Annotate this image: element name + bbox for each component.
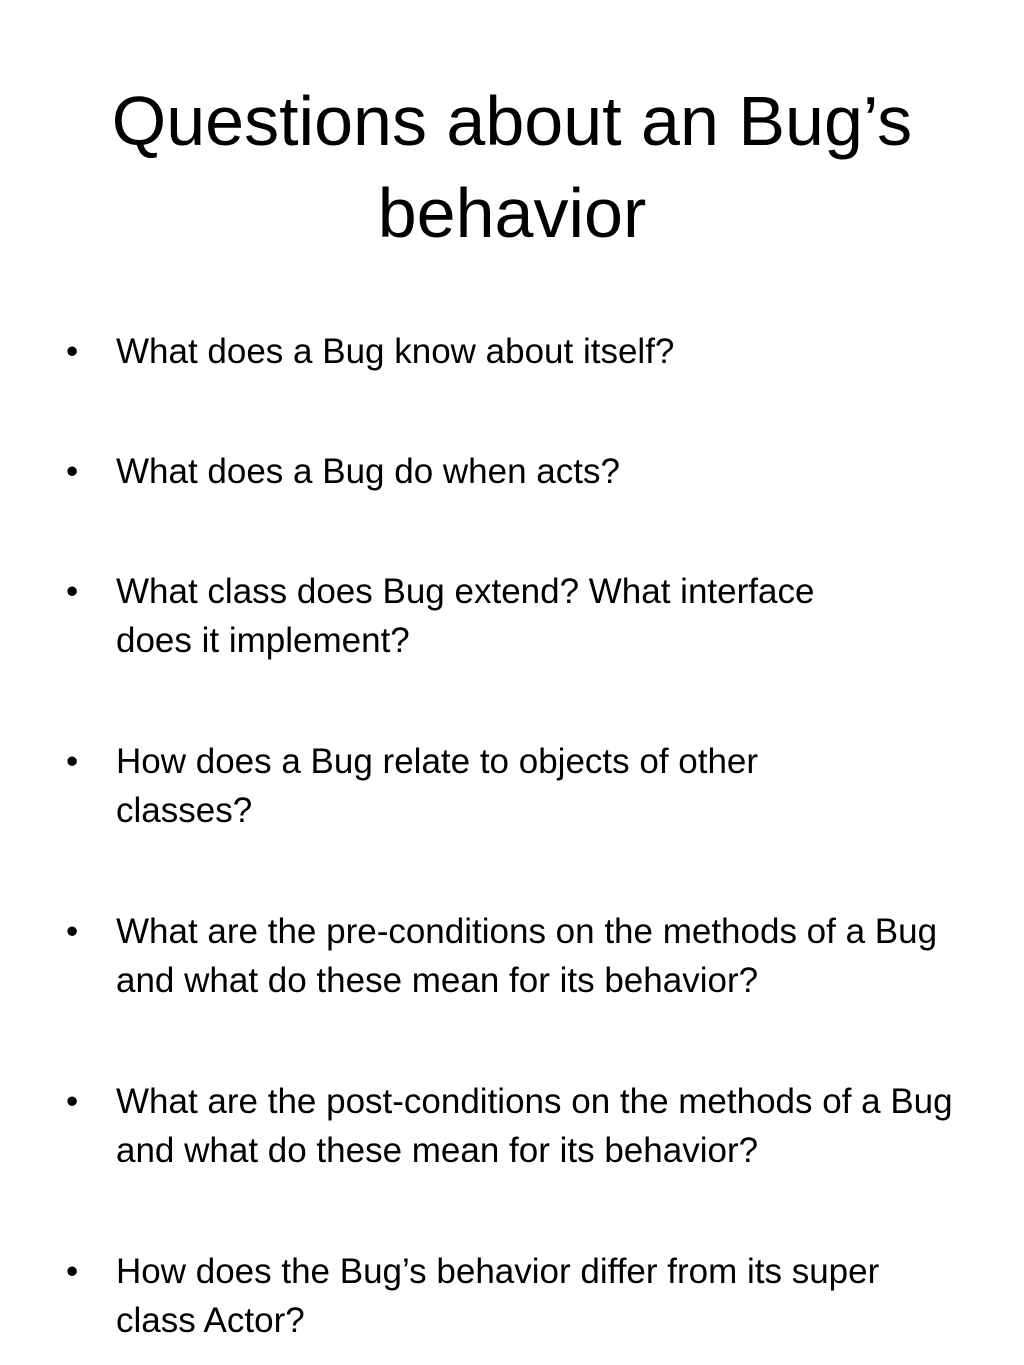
bullet-text: How does the Bug’s behavior differ from its super class Actor? (116, 1252, 880, 1340)
bullet-text: What class does Bug extend? What interface does it implement? (116, 572, 815, 660)
bullet-item (66, 737, 876, 835)
bullet-item (66, 567, 896, 665)
bullet-dot-icon: • (66, 332, 79, 371)
bullet-item (66, 327, 966, 376)
bullet-dot-icon: • (66, 742, 79, 781)
bullet-item (66, 447, 966, 496)
bullet-text: How does a Bug relate to objects of other classes? (116, 742, 759, 830)
bullet-item (66, 1247, 966, 1345)
bullet-text: What are the pre-conditions on the methods of a Bug and what do these mean for its behavior? (116, 912, 938, 1000)
slide-title: Questions about an Bug’s behavior (111, 82, 913, 252)
bullet-dot-icon: • (66, 912, 79, 951)
bullet-dot-icon: • (66, 572, 79, 611)
bullet-text: What are the post-conditions on the methods of a Bug and what do these mean for its behavior? (116, 1082, 953, 1170)
bullet-text: What does a Bug do when acts? (116, 452, 620, 491)
bullet-item (66, 1077, 966, 1175)
bullet-dot-icon: • (66, 452, 79, 491)
bullet-item (66, 907, 966, 1005)
bullet-text: What does a Bug know about itself? (116, 332, 675, 371)
bullet-dot-icon: • (66, 1252, 79, 1291)
bullet-dot-icon: • (66, 1082, 79, 1121)
